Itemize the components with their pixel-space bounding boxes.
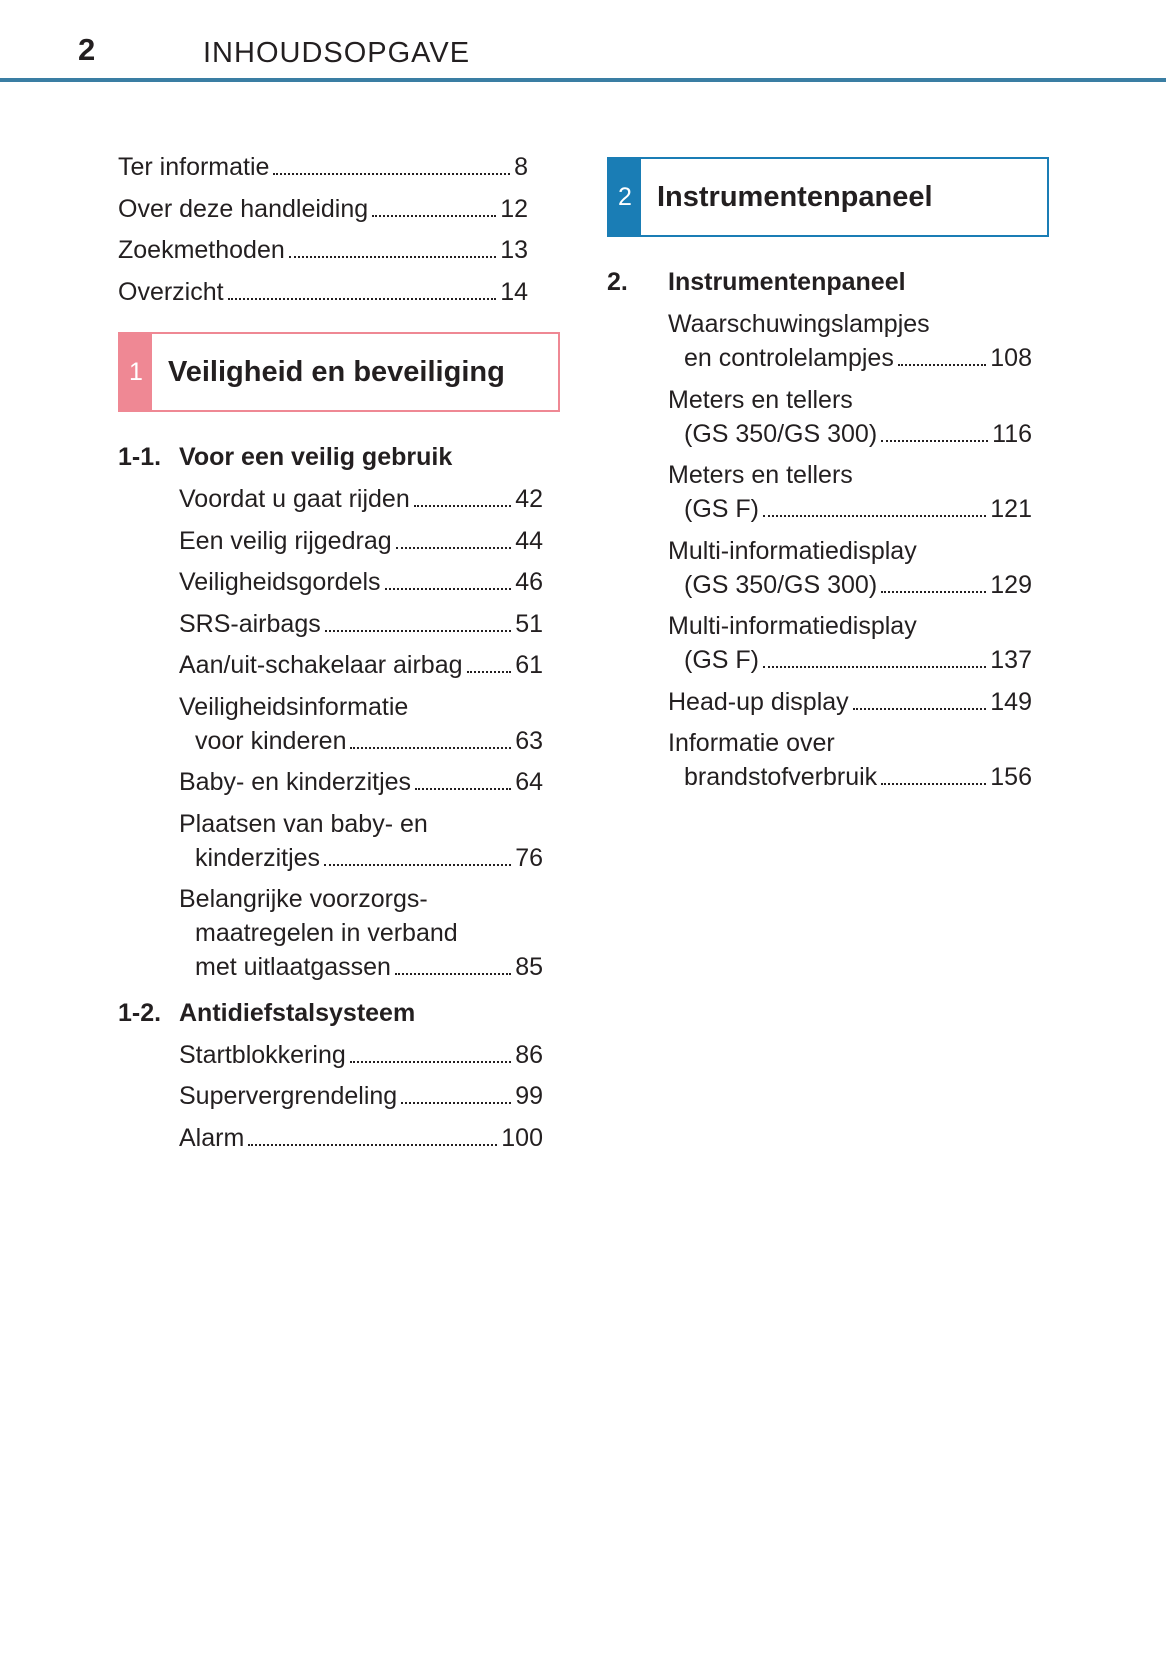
dot-leader <box>467 671 512 673</box>
toc-entry[interactable] <box>684 493 1032 525</box>
toc-entry[interactable] <box>179 1080 543 1112</box>
section-number: 2. <box>607 268 628 296</box>
section-title[interactable]: Voor een veilig gebruik <box>179 443 453 471</box>
toc-entry-label: Overzicht <box>118 278 224 306</box>
toc-entry-text: Belangrijke voorzorgs- <box>179 885 428 913</box>
toc-entry[interactable] <box>179 483 543 515</box>
dot-leader <box>350 747 511 749</box>
toc-entry-label: Over deze handleiding <box>118 195 369 223</box>
toc-entry-label: Veiligheidsgordels <box>179 568 381 596</box>
toc-entry[interactable] <box>684 418 1032 450</box>
toc-entry[interactable] <box>684 761 1032 793</box>
header-rule <box>0 78 1166 82</box>
toc-entry-page: 12 <box>500 195 528 223</box>
dot-leader <box>273 173 510 175</box>
page-title: INHOUDSOPGAVE <box>203 37 471 69</box>
dot-leader <box>289 256 496 258</box>
chapter-1-title: Veiligheid en beveiliging <box>168 355 505 388</box>
toc-entry-label: (GS F) <box>684 646 759 674</box>
toc-entry[interactable] <box>684 342 1032 374</box>
chapter-2-title: Instrumentenpaneel <box>657 180 933 213</box>
toc-entry[interactable] <box>668 686 1032 718</box>
dot-leader <box>325 630 511 632</box>
dot-leader <box>385 588 512 590</box>
chapter-2-banner[interactable] <box>607 157 1049 237</box>
toc-entry-text: Multi-informatiedisplay <box>668 612 917 640</box>
toc-entry-page: 63 <box>515 726 543 755</box>
chapter-1-banner[interactable] <box>118 332 560 412</box>
section-title[interactable]: Antidiefstalsysteem <box>179 998 416 1027</box>
dot-leader <box>324 864 511 866</box>
toc-entry-text: Veiligheidsinformatie <box>179 692 409 721</box>
toc-entry-label: (GS 350/GS 300) <box>684 419 878 448</box>
page-header <box>0 0 1166 82</box>
toc-entry[interactable] <box>195 951 543 983</box>
toc-entry-page: 85 <box>515 953 543 981</box>
toc-entry[interactable] <box>179 766 543 798</box>
dot-leader <box>395 973 511 975</box>
toc-entry-page: 44 <box>515 526 543 555</box>
toc-entry[interactable] <box>684 644 1032 676</box>
toc-entry-label: Voordat u gaat rijden <box>179 485 410 513</box>
toc-entry[interactable] <box>118 193 528 225</box>
toc-entry-page: 8 <box>514 153 528 181</box>
toc-entry-page: 46 <box>515 568 543 596</box>
toc-entry-page: 99 <box>515 1082 543 1110</box>
toc-entry-label: SRS-airbags <box>179 609 321 638</box>
toc-entry[interactable] <box>684 569 1032 601</box>
dot-leader <box>763 666 986 668</box>
toc-entry-page: 121 <box>990 495 1032 523</box>
dot-leader <box>414 505 511 507</box>
toc-entry-label: Ter informatie <box>118 153 270 181</box>
toc-entry-text: maatregelen in verband <box>195 919 458 947</box>
toc-entry[interactable] <box>179 608 543 640</box>
toc-entry-label: met uitlaatgassen <box>195 953 391 981</box>
dot-leader <box>350 1061 511 1063</box>
toc-entry-label: brandstofverbruik <box>684 763 878 791</box>
toc-entry-page: 14 <box>500 278 528 306</box>
toc-entry-page: 149 <box>990 687 1032 716</box>
dot-leader <box>881 783 986 785</box>
toc-entry-label: Alarm <box>179 1123 245 1152</box>
dot-leader <box>415 788 511 790</box>
toc-entry-page: 76 <box>515 843 543 872</box>
toc-entry-label: Een veilig rijgedrag <box>179 526 392 555</box>
toc-entry-text: Multi-informatiedisplay <box>668 536 917 565</box>
page-number: 2 <box>78 32 96 67</box>
toc-entry-page: 129 <box>990 570 1032 599</box>
toc-entry-page: 100 <box>501 1123 543 1152</box>
chapter-1-number: 1 <box>120 334 152 410</box>
toc-entry-label: (GS F) <box>684 495 759 523</box>
toc-entry-page: 51 <box>515 609 543 638</box>
toc-entry-text: Meters en tellers <box>668 385 853 414</box>
dot-leader <box>763 515 986 517</box>
dot-leader <box>853 708 987 710</box>
toc-entry-text: Informatie over <box>668 729 835 757</box>
toc-entry[interactable] <box>179 566 543 598</box>
section-number: 1-2. <box>118 998 162 1027</box>
toc-entry-label: en controlelampjes <box>684 344 894 372</box>
toc-entry-text: Plaatsen van baby- en <box>179 809 428 838</box>
dot-leader <box>396 547 512 549</box>
section-number: 1-1. <box>118 443 162 471</box>
toc-entry-text: Waarschuwingslampjes <box>668 310 930 338</box>
section-title[interactable]: Instrumentenpaneel <box>668 268 906 296</box>
toc-entry-page: 108 <box>990 344 1032 372</box>
toc-entry-label: Baby- en kinderzitjes <box>179 768 412 796</box>
toc-entry-page: 42 <box>515 485 543 513</box>
dot-leader <box>228 298 497 300</box>
toc-entry[interactable] <box>118 276 528 308</box>
toc-entry-page: 13 <box>500 236 528 264</box>
toc-entry[interactable] <box>118 234 528 266</box>
toc-entry[interactable] <box>179 649 543 681</box>
toc-entry-label: (GS 350/GS 300) <box>684 570 878 599</box>
chapter-2-number: 2 <box>609 159 641 235</box>
dot-leader <box>401 1102 511 1104</box>
toc-entry-page: 116 <box>992 419 1032 448</box>
dot-leader <box>248 1144 497 1146</box>
toc-entry-page: 86 <box>515 1040 543 1069</box>
toc-entry[interactable] <box>179 1039 543 1071</box>
toc-entry-page: 156 <box>990 763 1032 791</box>
dot-leader <box>898 364 986 366</box>
toc-entry[interactable] <box>195 842 543 874</box>
toc-entry-page: 61 <box>515 651 543 679</box>
toc-entry-label: Aan/uit-schakelaar airbag <box>179 651 463 679</box>
toc-entry-page: 64 <box>515 768 543 796</box>
toc-entry[interactable] <box>179 1122 543 1154</box>
toc-entry-page: 137 <box>990 646 1032 674</box>
toc-entry[interactable] <box>118 151 528 183</box>
toc-entry-label: kinderzitjes <box>195 843 321 872</box>
toc-entry-label: Head-up display <box>668 687 849 716</box>
toc-entry[interactable] <box>195 725 543 757</box>
dot-leader <box>881 440 988 442</box>
toc-entry-label: Startblokkering <box>179 1040 346 1069</box>
dot-leader <box>372 215 496 217</box>
dot-leader <box>881 591 986 593</box>
toc-entry-label: Supervergrendeling <box>179 1082 398 1110</box>
toc-entry-label: voor kinderen <box>195 726 347 755</box>
toc-entry[interactable] <box>179 525 543 557</box>
toc-entry-text: Meters en tellers <box>668 461 853 489</box>
toc-entry-label: Zoekmethoden <box>118 236 285 264</box>
